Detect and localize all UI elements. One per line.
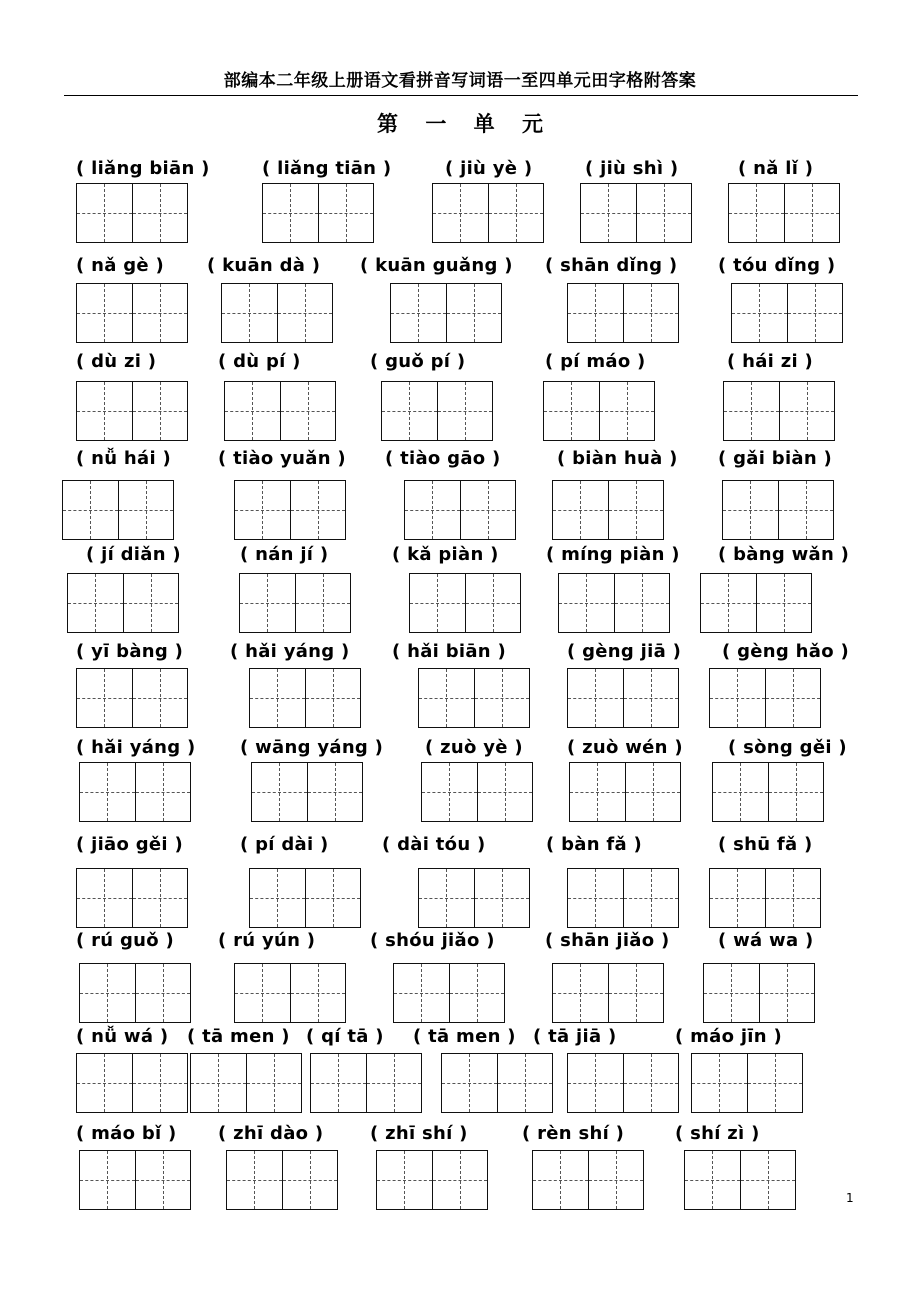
pinyin-prompt: ( máo jīn ) bbox=[675, 1026, 782, 1047]
tianzige-cell[interactable] bbox=[778, 481, 834, 539]
tianzige-cell[interactable] bbox=[391, 284, 446, 342]
tianzige-cell[interactable] bbox=[460, 481, 516, 539]
tianzige-cell[interactable] bbox=[394, 964, 449, 1022]
tianzige-cell[interactable] bbox=[608, 481, 664, 539]
tianzige-cell[interactable] bbox=[446, 284, 502, 342]
tianzige-box[interactable] bbox=[709, 868, 821, 928]
tianzige-box[interactable] bbox=[567, 868, 679, 928]
tianzige-box[interactable] bbox=[404, 480, 516, 540]
tianzige-box[interactable] bbox=[700, 573, 812, 633]
pinyin-prompt: ( rú yún ) bbox=[218, 930, 316, 951]
page-header: 部编本二年级上册语文看拼音写词语一至四单元田字格附答案 bbox=[223, 71, 697, 91]
tianzige-cell[interactable] bbox=[422, 763, 477, 821]
tianzige-cell[interactable] bbox=[250, 869, 305, 927]
pinyin-prompt: ( liǎng biān ) bbox=[76, 158, 210, 179]
pinyin-prompt: ( sòng gěi ) bbox=[728, 737, 847, 758]
tianzige-box[interactable] bbox=[190, 1053, 302, 1113]
tianzige-cell[interactable] bbox=[449, 964, 505, 1022]
pinyin-prompt: ( zuò wén ) bbox=[567, 737, 683, 758]
pinyin-prompt: ( jiāo gěi ) bbox=[76, 834, 183, 855]
tianzige-box[interactable] bbox=[691, 1053, 803, 1113]
pinyin-prompt: ( tā jiā ) bbox=[533, 1026, 617, 1047]
tianzige-cell[interactable] bbox=[568, 869, 623, 927]
tianzige-cell[interactable] bbox=[768, 763, 824, 821]
tianzige-cell[interactable] bbox=[135, 1151, 191, 1209]
tianzige-cell[interactable] bbox=[419, 669, 474, 727]
tianzige-cell[interactable] bbox=[135, 964, 191, 1022]
tianzige-box[interactable] bbox=[79, 762, 191, 822]
tianzige-cell[interactable] bbox=[553, 481, 608, 539]
tianzige-cell[interactable] bbox=[235, 481, 290, 539]
tianzige-box[interactable] bbox=[552, 963, 664, 1023]
pinyin-prompt: ( kǎ piàn ) bbox=[392, 544, 499, 565]
tianzige-box[interactable] bbox=[418, 668, 530, 728]
tianzige-cell[interactable] bbox=[432, 1151, 488, 1209]
tianzige-box[interactable] bbox=[67, 573, 179, 633]
tianzige-cell[interactable] bbox=[132, 382, 188, 440]
tianzige-cell[interactable] bbox=[366, 1054, 422, 1112]
tianzige-cell[interactable] bbox=[465, 574, 521, 632]
tianzige-box[interactable] bbox=[567, 283, 679, 343]
tianzige-cell[interactable] bbox=[477, 763, 533, 821]
tianzige-cell[interactable] bbox=[559, 574, 614, 632]
tianzige-cell[interactable] bbox=[419, 869, 474, 927]
pinyin-prompt: ( nǎ lǐ ) bbox=[738, 158, 814, 179]
tianzige-cell[interactable] bbox=[132, 1054, 188, 1112]
pinyin-prompt: ( nǚ wá ) bbox=[76, 1026, 169, 1047]
tianzige-box[interactable] bbox=[543, 381, 655, 441]
pinyin-prompt: ( rèn shí ) bbox=[522, 1123, 625, 1144]
tianzige-cell[interactable] bbox=[568, 669, 623, 727]
tianzige-cell[interactable] bbox=[305, 869, 361, 927]
tianzige-cell[interactable] bbox=[132, 284, 188, 342]
pinyin-prompt: ( shū fǎ ) bbox=[718, 834, 813, 855]
pinyin-prompt: ( jí diǎn ) bbox=[86, 544, 181, 565]
tianzige-box[interactable] bbox=[76, 868, 188, 928]
pinyin-prompt: ( yī bàng ) bbox=[76, 641, 184, 662]
tianzige-cell[interactable] bbox=[636, 184, 692, 242]
tianzige-cell[interactable] bbox=[544, 382, 599, 440]
pinyin-prompt: ( hǎi yáng ) bbox=[76, 737, 196, 758]
tianzige-cell[interactable] bbox=[474, 669, 530, 727]
pinyin-prompt: ( biàn huà ) bbox=[557, 448, 678, 469]
pinyin-prompt: ( dù pí ) bbox=[218, 351, 301, 372]
tianzige-box[interactable] bbox=[224, 381, 336, 441]
tianzige-cell[interactable] bbox=[765, 669, 821, 727]
tianzige-cell[interactable] bbox=[701, 574, 756, 632]
tianzige-box[interactable] bbox=[239, 573, 351, 633]
tianzige-box[interactable] bbox=[567, 1053, 679, 1113]
tianzige-cell[interactable] bbox=[765, 869, 821, 927]
tianzige-cell[interactable] bbox=[80, 763, 135, 821]
pinyin-prompt: ( liǎng tiān ) bbox=[262, 158, 392, 179]
tianzige-cell[interactable] bbox=[277, 284, 333, 342]
pinyin-prompt: ( bàn fǎ ) bbox=[546, 834, 643, 855]
tianzige-cell[interactable] bbox=[740, 1151, 796, 1209]
pinyin-prompt: ( míng piàn ) bbox=[546, 544, 680, 565]
tianzige-box[interactable] bbox=[409, 573, 521, 633]
tianzige-cell[interactable] bbox=[63, 481, 118, 539]
tianzige-cell[interactable] bbox=[723, 481, 778, 539]
tianzige-box[interactable] bbox=[262, 183, 374, 243]
tianzige-cell[interactable] bbox=[497, 1054, 553, 1112]
tianzige-cell[interactable] bbox=[533, 1151, 588, 1209]
tianzige-box[interactable] bbox=[79, 1150, 191, 1210]
pinyin-prompt: ( shóu jiǎo ) bbox=[370, 930, 495, 951]
tianzige-box[interactable] bbox=[76, 183, 188, 243]
pinyin-prompt: ( kuān dà ) bbox=[207, 255, 321, 276]
tianzige-cell[interactable] bbox=[235, 964, 290, 1022]
tianzige-box[interactable] bbox=[728, 183, 840, 243]
tianzige-cell[interactable] bbox=[747, 1054, 803, 1112]
header-rule bbox=[64, 95, 858, 96]
pinyin-prompt: ( zhī dào ) bbox=[218, 1123, 324, 1144]
tianzige-box[interactable] bbox=[76, 283, 188, 343]
tianzige-box[interactable] bbox=[569, 762, 681, 822]
tianzige-cell[interactable] bbox=[732, 284, 787, 342]
tianzige-cell[interactable] bbox=[191, 1054, 246, 1112]
tianzige-cell[interactable] bbox=[263, 184, 318, 242]
tianzige-cell[interactable] bbox=[405, 481, 460, 539]
tianzige-cell[interactable] bbox=[77, 184, 132, 242]
tianzige-cell[interactable] bbox=[295, 574, 351, 632]
tianzige-cell[interactable] bbox=[318, 184, 374, 242]
tianzige-cell[interactable] bbox=[787, 284, 843, 342]
pinyin-prompt: ( shí zì ) bbox=[675, 1123, 760, 1144]
tianzige-cell[interactable] bbox=[685, 1151, 740, 1209]
tianzige-box[interactable] bbox=[703, 963, 815, 1023]
tianzige-cell[interactable] bbox=[625, 763, 681, 821]
tianzige-cell[interactable] bbox=[377, 1151, 432, 1209]
tianzige-cell[interactable] bbox=[588, 1151, 644, 1209]
tianzige-cell[interactable] bbox=[756, 574, 812, 632]
tianzige-cell[interactable] bbox=[759, 964, 815, 1022]
tianzige-cell[interactable] bbox=[250, 669, 305, 727]
tianzige-box[interactable] bbox=[712, 762, 824, 822]
page-number: 1 bbox=[846, 1191, 854, 1205]
pinyin-prompt: ( gèng hǎo ) bbox=[722, 641, 849, 662]
tianzige-box[interactable] bbox=[532, 1150, 644, 1210]
tianzige-cell[interactable] bbox=[77, 284, 132, 342]
tianzige-box[interactable] bbox=[390, 283, 502, 343]
tianzige-cell[interactable] bbox=[599, 382, 655, 440]
pinyin-prompt: ( gǎi biàn ) bbox=[718, 448, 833, 469]
tianzige-cell[interactable] bbox=[729, 184, 784, 242]
pinyin-prompt: ( kuān guǎng ) bbox=[360, 255, 513, 276]
tianzige-cell[interactable] bbox=[240, 574, 295, 632]
tianzige-box[interactable] bbox=[432, 183, 544, 243]
tianzige-cell[interactable] bbox=[252, 763, 307, 821]
tianzige-cell[interactable] bbox=[227, 1151, 282, 1209]
tianzige-cell[interactable] bbox=[623, 1054, 679, 1112]
tianzige-cell[interactable] bbox=[118, 481, 174, 539]
pinyin-prompt: ( shān dǐng ) bbox=[545, 255, 678, 276]
pinyin-prompt: ( tā men ) bbox=[187, 1026, 290, 1047]
pinyin-prompt: ( wāng yáng ) bbox=[240, 737, 384, 758]
tianzige-cell[interactable] bbox=[437, 382, 493, 440]
tianzige-cell[interactable] bbox=[80, 1151, 135, 1209]
pinyin-prompt: ( jiù yè ) bbox=[445, 158, 533, 179]
tianzige-box[interactable] bbox=[709, 668, 821, 728]
tianzige-box[interactable] bbox=[79, 963, 191, 1023]
tianzige-cell[interactable] bbox=[433, 184, 488, 242]
tianzige-box[interactable] bbox=[723, 381, 835, 441]
tianzige-cell[interactable] bbox=[568, 1054, 623, 1112]
pinyin-prompt: ( hǎi yáng ) bbox=[230, 641, 350, 662]
tianzige-box[interactable] bbox=[234, 480, 346, 540]
tianzige-cell[interactable] bbox=[123, 574, 179, 632]
tianzige-cell[interactable] bbox=[779, 382, 835, 440]
tianzige-cell[interactable] bbox=[282, 1151, 338, 1209]
tianzige-cell[interactable] bbox=[692, 1054, 747, 1112]
tianzige-cell[interactable] bbox=[132, 184, 188, 242]
pinyin-prompt: ( tiào gāo ) bbox=[385, 448, 501, 469]
tianzige-cell[interactable] bbox=[724, 382, 779, 440]
pinyin-prompt: ( dù zi ) bbox=[76, 351, 157, 372]
pinyin-prompt: ( pí dài ) bbox=[240, 834, 329, 855]
tianzige-cell[interactable] bbox=[710, 669, 765, 727]
tianzige-cell[interactable] bbox=[290, 964, 346, 1022]
tianzige-box[interactable] bbox=[310, 1053, 422, 1113]
tianzige-cell[interactable] bbox=[77, 869, 132, 927]
tianzige-cell[interactable] bbox=[77, 1054, 132, 1112]
tianzige-box[interactable] bbox=[226, 1150, 338, 1210]
tianzige-box[interactable] bbox=[76, 1053, 188, 1113]
tianzige-cell[interactable] bbox=[608, 964, 664, 1022]
tianzige-box[interactable] bbox=[418, 868, 530, 928]
tianzige-box[interactable] bbox=[567, 668, 679, 728]
tianzige-cell[interactable] bbox=[623, 284, 679, 342]
tianzige-box[interactable] bbox=[249, 868, 361, 928]
pinyin-prompt: ( máo bǐ ) bbox=[76, 1123, 177, 1144]
tianzige-box[interactable] bbox=[580, 183, 692, 243]
tianzige-cell[interactable] bbox=[713, 763, 768, 821]
pinyin-prompt: ( hái zi ) bbox=[727, 351, 814, 372]
pinyin-prompt: ( tā men ) bbox=[413, 1026, 516, 1047]
tianzige-box[interactable] bbox=[221, 283, 333, 343]
tianzige-cell[interactable] bbox=[784, 184, 840, 242]
tianzige-box[interactable] bbox=[441, 1053, 553, 1113]
pinyin-prompt: ( nǎ gè ) bbox=[76, 255, 165, 276]
tianzige-cell[interactable] bbox=[280, 382, 336, 440]
tianzige-cell[interactable] bbox=[290, 481, 346, 539]
tianzige-cell[interactable] bbox=[222, 284, 277, 342]
tianzige-box[interactable] bbox=[376, 1150, 488, 1210]
tianzige-cell[interactable] bbox=[382, 382, 437, 440]
tianzige-cell[interactable] bbox=[307, 763, 363, 821]
pinyin-prompt: ( gèng jiā ) bbox=[567, 641, 682, 662]
tianzige-cell[interactable] bbox=[132, 669, 188, 727]
pinyin-prompt: ( nán jí ) bbox=[240, 544, 329, 565]
tianzige-cell[interactable] bbox=[623, 669, 679, 727]
tianzige-cell[interactable] bbox=[68, 574, 123, 632]
tianzige-box[interactable] bbox=[393, 963, 505, 1023]
tianzige-cell[interactable] bbox=[80, 964, 135, 1022]
tianzige-box[interactable] bbox=[76, 381, 188, 441]
tianzige-box[interactable] bbox=[421, 762, 533, 822]
pinyin-prompt: ( jiù shì ) bbox=[585, 158, 679, 179]
tianzige-box[interactable] bbox=[234, 963, 346, 1023]
tianzige-box[interactable] bbox=[684, 1150, 796, 1210]
tianzige-cell[interactable] bbox=[474, 869, 530, 927]
tianzige-cell[interactable] bbox=[710, 869, 765, 927]
unit-title: 第 一 单 元 bbox=[377, 112, 543, 136]
tianzige-cell[interactable] bbox=[305, 669, 361, 727]
pinyin-prompt: ( guǒ pí ) bbox=[370, 351, 466, 372]
pinyin-prompt: ( shān jiǎo ) bbox=[545, 930, 670, 951]
tianzige-cell[interactable] bbox=[410, 574, 465, 632]
pinyin-prompt: ( bàng wǎn ) bbox=[718, 544, 850, 565]
tianzige-cell[interactable] bbox=[553, 964, 608, 1022]
tianzige-cell[interactable] bbox=[311, 1054, 366, 1112]
tianzige-box[interactable] bbox=[76, 668, 188, 728]
tianzige-cell[interactable] bbox=[568, 284, 623, 342]
tianzige-cell[interactable] bbox=[246, 1054, 302, 1112]
tianzige-box[interactable] bbox=[249, 668, 361, 728]
pinyin-prompt: ( hǎi biān ) bbox=[392, 641, 506, 662]
tianzige-cell[interactable] bbox=[135, 763, 191, 821]
tianzige-cell[interactable] bbox=[704, 964, 759, 1022]
pinyin-prompt: ( pí máo ) bbox=[545, 351, 646, 372]
tianzige-cell[interactable] bbox=[77, 669, 132, 727]
tianzige-cell[interactable] bbox=[442, 1054, 497, 1112]
tianzige-box[interactable] bbox=[381, 381, 493, 441]
pinyin-prompt: ( tiào yuǎn ) bbox=[218, 448, 346, 469]
tianzige-cell[interactable] bbox=[581, 184, 636, 242]
pinyin-prompt: ( zhī shí ) bbox=[370, 1123, 468, 1144]
pinyin-prompt: ( dài tóu ) bbox=[382, 834, 486, 855]
tianzige-cell[interactable] bbox=[623, 869, 679, 927]
tianzige-cell[interactable] bbox=[488, 184, 544, 242]
pinyin-prompt: ( zuò yè ) bbox=[425, 737, 523, 758]
tianzige-box[interactable] bbox=[558, 573, 670, 633]
pinyin-prompt: ( qí tā ) bbox=[306, 1026, 384, 1047]
tianzige-box[interactable] bbox=[251, 762, 363, 822]
pinyin-prompt: ( tóu dǐng ) bbox=[718, 255, 836, 276]
tianzige-cell[interactable] bbox=[570, 763, 625, 821]
tianzige-cell[interactable] bbox=[132, 869, 188, 927]
pinyin-prompt: ( nǚ hái ) bbox=[76, 448, 172, 469]
tianzige-cell[interactable] bbox=[225, 382, 280, 440]
tianzige-box[interactable] bbox=[722, 480, 834, 540]
pinyin-prompt: ( rú guǒ ) bbox=[76, 930, 175, 951]
pinyin-prompt: ( wá wa ) bbox=[718, 930, 814, 951]
tianzige-box[interactable] bbox=[62, 480, 174, 540]
tianzige-cell[interactable] bbox=[77, 382, 132, 440]
tianzige-cell[interactable] bbox=[614, 574, 670, 632]
tianzige-box[interactable] bbox=[552, 480, 664, 540]
tianzige-box[interactable] bbox=[731, 283, 843, 343]
